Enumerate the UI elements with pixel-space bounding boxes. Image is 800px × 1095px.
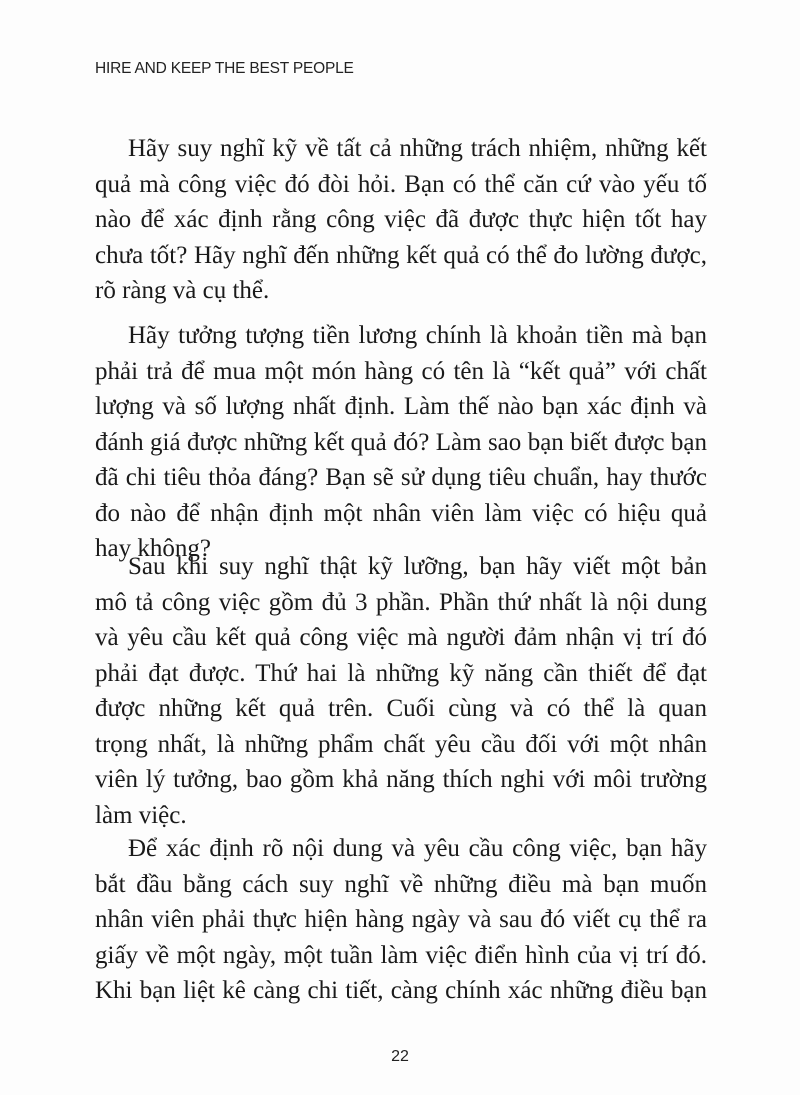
page-number: 22 — [391, 1048, 409, 1065]
text-line: phải đạt được. Thứ hai là những kỹ năng cần thiết để đạt — [95, 659, 707, 687]
text-line: viên lý tưởng, bao gồm khả năng thích nghi với môi trường — [95, 766, 707, 793]
text-line: mô tả công việc gồm đủ 3 phần. Phần thứ nhất là nội dung — [95, 588, 707, 616]
text-line: đo nào để nhận định một nhân viên làm việc có hiệu quả — [95, 499, 707, 527]
paragraph-4 — [95, 831, 707, 1009]
text-line: Để xác định rõ nội dung và yêu cầu công việc, bạn hãy — [128, 835, 707, 862]
text-line: làm việc. — [95, 801, 187, 829]
text-line: Hãy tưởng tượng tiền lương chính là khoản tiền mà bạn — [128, 322, 707, 349]
text-line: bắt đầu bằng cách suy nghĩ về những điều mà bạn muốn — [95, 870, 707, 898]
running-header: HIRE AND KEEP THE BEST PEOPLE — [95, 60, 354, 77]
paragraph-3 — [95, 549, 707, 833]
text-line: quả mà công việc đó đòi hỏi. Bạn có thể căn cứ vào yếu tố — [95, 170, 707, 198]
text-line: giấy về một ngày, một tuần làm việc điển hình của vị trí đó. — [95, 941, 707, 969]
text-line: hay không? — [95, 535, 211, 562]
text-line: nào để xác định rằng công việc đã được thực hiện tốt hay — [95, 206, 707, 233]
text-line: đánh giá được những kết quả đó? Làm sao bạn biết được bạn — [95, 428, 707, 456]
text-line: và yêu cầu kết quả công việc mà người đảm nhận vị trí đó — [95, 624, 707, 651]
text-line: lượng và số lượng nhất định. Làm thế nào bạn xác định và — [95, 393, 707, 420]
text-line: Khi bạn liệt kê càng chi tiết, càng chính xác những điều bạn — [95, 977, 707, 1004]
text-line: chưa tốt? Hãy nghĩ đến những kết quả có thể đo lường được, — [95, 241, 707, 269]
text-line: Sau khi suy nghĩ thật kỹ lưỡng, bạn hãy viết một bản — [128, 553, 707, 580]
text-line: phải trả để mua một món hàng có tên là “kết quả” với chất — [95, 357, 707, 385]
text-line: Hãy suy nghĩ kỹ về tất cả những trách nhiệm, những kết — [128, 135, 707, 162]
paragraph-1 — [95, 131, 707, 309]
text-line: được những kết quả trên. Cuối cùng và có thể là quan — [95, 695, 707, 722]
text-line: nhân viên phải thực hiện hàng ngày và sau đó viết cụ thể ra — [95, 906, 707, 933]
paragraph-2 — [95, 318, 707, 567]
text-line: rõ ràng và cụ thể. — [95, 277, 270, 304]
text-line: trọng nhất, là những phẩm chất yêu cầu đối với một nhân — [95, 730, 707, 758]
text-line: đã chi tiêu thỏa đáng? Bạn sẽ sử dụng tiêu chuẩn, hay thước — [95, 464, 707, 491]
